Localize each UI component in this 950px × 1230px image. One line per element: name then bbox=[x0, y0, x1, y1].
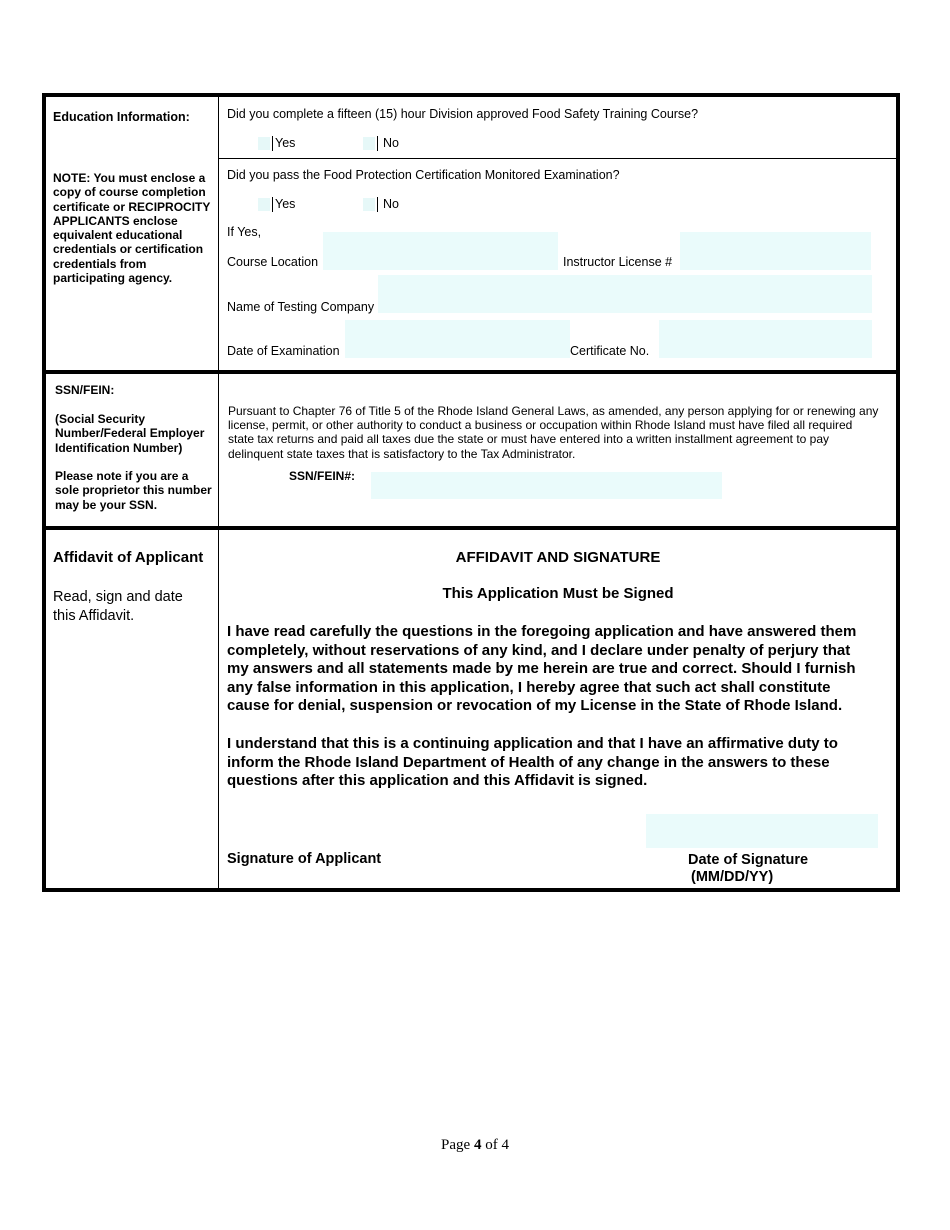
ssn-label: SSN/FEIN: bbox=[55, 383, 115, 397]
course-no-checkbox[interactable] bbox=[363, 137, 375, 150]
exam-yes-checkbox[interactable] bbox=[258, 198, 270, 211]
affidavit-left-title: Affidavit of Applicant bbox=[53, 549, 204, 566]
date-of-signature-label: Date of Signature bbox=[688, 852, 809, 868]
affidavit-left-subtitle: Read, sign and date this Affidavit. bbox=[53, 589, 183, 624]
page-total: 4 bbox=[501, 1137, 509, 1153]
signature-date-input[interactable] bbox=[646, 814, 878, 848]
page-current: 4 bbox=[473, 1137, 482, 1153]
exam-date-input[interactable] bbox=[345, 320, 570, 358]
date-format-label: (MM/DD/YY) bbox=[691, 869, 774, 885]
affidavit-divider bbox=[218, 528, 219, 890]
course-location-label: Course Location bbox=[227, 255, 319, 269]
food-safety-course-question: Did you complete a fifteen (15) hour Division approved Food Safety Training Course? bbox=[227, 107, 699, 121]
exam-yes-label: Yes bbox=[275, 197, 296, 211]
tax-compliance-paragraph: Pursuant to Chapter 76 of Title 5 of the Rhode Island General Laws, as amended, any person applying for or renewing any license, permit, or other authority to conduct a business or occupation within Rhode Island must have filed all required state tax returns and paid all taxes due the state or must have entered into a written installment agreement to pay delinquent state taxes that is satisfactory to the Tax Administrator. bbox=[228, 404, 879, 461]
course-no-marker bbox=[377, 136, 378, 151]
affidavit-heading: AFFIDAVIT AND SIGNATURE bbox=[455, 549, 661, 566]
certificate-no-input[interactable] bbox=[659, 320, 872, 358]
page-prefix: Page bbox=[441, 1137, 474, 1153]
course-yes-marker bbox=[272, 136, 273, 151]
affidavit-subheading: This Application Must be Signed bbox=[442, 585, 674, 602]
education-note: NOTE: You must enclose a copy of course completion certificate or RECIPROCITY APPLICANTS enclose equivalent educational credentials or certification credentials from participating agency. bbox=[53, 171, 211, 286]
exam-no-checkbox[interactable] bbox=[363, 198, 375, 211]
ssn-field-label: SSN/FEIN#: bbox=[289, 469, 356, 483]
education-label: Education Information: bbox=[53, 110, 190, 124]
affidavit-statement-1: I have read carefully the questions in the foregoing application and have answered them completely, without reservations of any kind, and I declare under penalty of perjury that my answers and all statements made by me herein are true and correct. Should I furnish any false information in this application, I hereby agree that such act shall constitute cause for denial, suspension or revocation of my License in the State of Rhode Island. bbox=[227, 623, 857, 715]
course-location-input[interactable] bbox=[323, 232, 558, 270]
ssn-input[interactable] bbox=[371, 472, 722, 499]
exam-question: Did you pass the Food Protection Certification Monitored Examination? bbox=[227, 168, 620, 182]
exam-no-label: No bbox=[383, 197, 399, 211]
signature-label: Signature of Applicant bbox=[227, 851, 382, 867]
ssn-divider bbox=[218, 372, 219, 528]
course-no-label: No bbox=[383, 136, 399, 150]
ssn-description: (Social Security Number/Federal Employer Identification Number) bbox=[55, 412, 205, 455]
certificate-no-label: Certificate No. bbox=[570, 344, 650, 358]
if-yes-label: If Yes, bbox=[227, 225, 262, 239]
course-yes-label: Yes bbox=[275, 136, 296, 150]
exam-yes-marker bbox=[272, 197, 273, 212]
education-row-divider bbox=[219, 158, 897, 159]
testing-company-input[interactable] bbox=[378, 275, 872, 313]
page-number bbox=[0, 1137, 950, 1154]
testing-company-label: Name of Testing Company bbox=[227, 300, 375, 314]
course-yes-checkbox[interactable] bbox=[258, 137, 270, 150]
exam-no-marker bbox=[377, 197, 378, 212]
ssn-note: Please note if you are a sole proprietor this number may be your SSN. bbox=[55, 469, 212, 512]
instructor-license-input[interactable] bbox=[680, 232, 871, 270]
education-divider bbox=[218, 95, 219, 372]
instructor-license-label: Instructor License # bbox=[563, 255, 673, 269]
affidavit-statement-2: I understand that this is a continuing application and that I have an affirmative duty to inform the Rhode Island Department of Health of any change in the answers to these questions after this application and this Affidavit is signed. bbox=[227, 735, 838, 790]
exam-date-label: Date of Examination bbox=[227, 344, 340, 358]
page-middle: of bbox=[481, 1137, 502, 1153]
